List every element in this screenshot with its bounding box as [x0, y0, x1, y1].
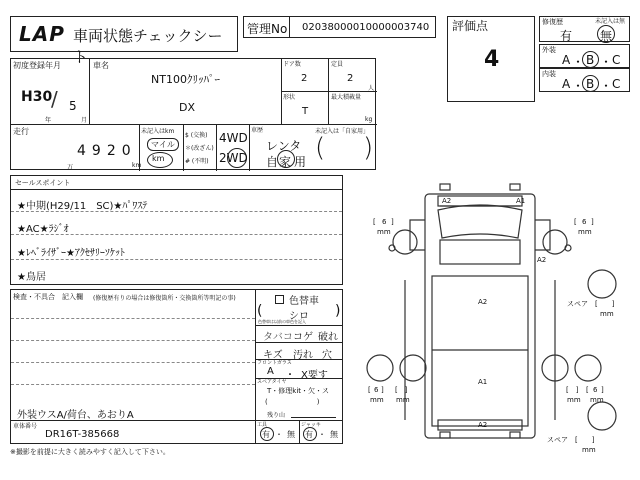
wheel-rear-right-2 [575, 355, 601, 381]
spare-mm-top: mm [600, 310, 614, 318]
capacity-label: 定員 [331, 61, 344, 68]
repair-note: 未記入は無 [595, 18, 626, 25]
cab-roof [440, 240, 520, 264]
int-sep-1: ・ [572, 79, 585, 93]
ext-grade-c: C [612, 53, 621, 67]
unit-km: km [152, 154, 165, 163]
jack-have: 有 [305, 430, 313, 439]
wheel-front-left [393, 230, 417, 254]
spare-types: T・修理kit・欠・ス [267, 387, 330, 395]
interior-label: 内装 [542, 70, 556, 78]
tire-mm-fr: mm [578, 228, 592, 236]
defect-hole: 穴 [322, 350, 332, 361]
use-paren-close: ) [363, 133, 374, 163]
tire-bracket-fr-close: ] [591, 218, 594, 226]
doors-value: 2 [301, 73, 308, 84]
tire-bracket-rl-close: ] [381, 386, 384, 394]
score-value: 4 [484, 47, 500, 72]
capacity-value: 2 [347, 73, 354, 84]
spare-tire-top [588, 270, 616, 298]
tire-mm-rr2: mm [590, 396, 604, 404]
use-label: 車歴 [251, 127, 264, 134]
spare-tire-label: スペアタイヤ [257, 379, 287, 385]
defect-smoke: タバコ [263, 332, 293, 343]
mileage-exchanged: $ (交換) [185, 132, 208, 139]
mileage-label: 走行 [13, 127, 29, 136]
ext-sep-2: ・ [600, 55, 613, 69]
jack-label: ジャッキ [301, 422, 321, 428]
sales-line-3: ★ﾚﾍﾞﾗｲｻﾞｰ★ｱｸｾｻﾘｰｿｹｯﾄ [17, 248, 125, 259]
tire-mm-rl: mm [370, 396, 384, 404]
mileage-value: 4920 [77, 143, 137, 159]
sales-line-4: ★鳥居 [17, 272, 46, 283]
mark-a2-side: A2 [537, 256, 547, 264]
max-load-label: 最大積載量 [331, 94, 362, 101]
ext-grade-b: B [586, 53, 595, 67]
mark-a2-rear: A2 [478, 421, 488, 429]
score-label: 評価点 [452, 19, 489, 33]
ext-sep-1: ・ [572, 55, 585, 69]
glass-a: A [267, 366, 274, 377]
mileage-unknown: # (不明) [185, 158, 209, 165]
repair-none: 無 [600, 29, 613, 43]
wheel-front-right [543, 230, 567, 254]
spare-bracket-bottom: [ ] [575, 436, 595, 444]
inspection-box [10, 289, 343, 444]
mileage-unit-km: km [132, 162, 142, 169]
car-diagram [350, 180, 635, 470]
exterior-label: 外装 [542, 46, 556, 54]
tire-bracket-rr: [ ] [566, 386, 579, 394]
exterior-grade-box [539, 44, 630, 68]
capacity-unit: 人 [368, 85, 375, 92]
use-paren-open: ( [315, 133, 326, 163]
chassis-label: 車体番号 [13, 423, 38, 430]
spare-label-top: スペア [567, 300, 588, 308]
drive-2wd: 2WD [219, 151, 248, 165]
unit-mile: マイル [147, 138, 179, 151]
mark-a2-front: A2 [442, 197, 452, 205]
use-private-3: 用 [294, 155, 307, 169]
remain-label: 残り山 [267, 412, 286, 419]
tire-depth-fr: 6 [582, 218, 587, 226]
tool-dot: ・ [275, 430, 283, 439]
int-sep-2: ・ [600, 79, 613, 93]
spare-mm-bottom: mm [582, 446, 596, 454]
page-title: 車両状態チェックシート [73, 27, 223, 66]
tire-depth-rr: 6 [593, 386, 598, 394]
tire-bracket-fl-close: ] [391, 218, 394, 226]
mgmt-box [243, 16, 436, 38]
inspection-bottom-line: 外装ウスA/荷台、あおりA [17, 410, 134, 421]
drive-4wd: 4WD [219, 131, 248, 145]
registration-block [10, 58, 376, 170]
cab-left [410, 220, 425, 250]
wheel-rear-left-1 [367, 355, 393, 381]
tool-label: 工具 [257, 422, 268, 428]
tool-have: 有 [262, 430, 270, 439]
defect-scratch: キズ [263, 350, 283, 361]
use-private-1: 自 [266, 155, 279, 169]
sales-points-box [10, 175, 343, 285]
glass-dot: ・ [285, 370, 295, 381]
reg-year-unit: 年 [45, 117, 52, 124]
tire-depth-fl: 6 [382, 218, 387, 226]
tire-bracket-rr2: [ [586, 386, 589, 394]
repair-value: 有 [560, 29, 573, 43]
spare-tire-bottom [588, 402, 616, 430]
tool-none: 無 [287, 430, 295, 439]
sales-line-2: ★AC★ﾗｼﾞｵ [17, 224, 69, 235]
tire-bracket-fr: [ [574, 218, 577, 226]
mark-a1-bed: A1 [478, 378, 488, 386]
use-rental: レンタ [266, 139, 302, 153]
inspection-note: (修復歴有りの場合は修復箇所・交換箇所等明記の事) [93, 295, 236, 302]
shape-value: T [302, 106, 309, 117]
use-note: 未記入は「自家用」 [315, 128, 370, 135]
logo: LAP [19, 22, 65, 46]
windshield [438, 205, 522, 238]
int-grade-c: C [612, 77, 621, 91]
mileage-tampered: ＊(改ざん) [185, 145, 214, 152]
spare-bracket-top: [ ] [595, 300, 615, 308]
first-reg-label: 初度登録年月 [13, 61, 61, 70]
ext-grade-a: A [562, 53, 571, 67]
tire-bracket-rl2: [ ] [395, 386, 408, 394]
wheel-rear-left-2 [400, 355, 426, 381]
interior-grade-box [539, 68, 630, 92]
reg-era: H30 [21, 89, 53, 105]
int-grade-b: B [586, 77, 595, 91]
mark-a1-front: A1 [516, 197, 526, 205]
front-glass-label: フロントガラス [257, 360, 292, 366]
sales-points-label: セールスポイント [15, 179, 71, 187]
repaint-label: 色替車 [289, 296, 319, 307]
shape-label: 形状 [283, 94, 296, 101]
doors-label: ドア数 [283, 61, 301, 68]
tire-bracket-fl: [ [373, 218, 376, 226]
defect-rust: コゲ [293, 332, 313, 343]
mgmt-number: 02038000010000003740 [302, 22, 430, 33]
tire-bracket-rr2-close: ] [601, 386, 604, 394]
defect-stain: 汚れ [293, 350, 313, 361]
tire-bracket-rl: [ [368, 386, 371, 394]
mileage-unit-man: 万 [67, 164, 74, 171]
body-color: シロ [289, 311, 309, 322]
mileage-unit-note: 未記入はkm [141, 128, 175, 135]
tire-mm-rr: mm [567, 396, 581, 404]
car-name: NT100ｸﾘｯﾊﾟｰ [151, 73, 220, 86]
sales-line-1: ★中期(H29/11 SC)★ﾊﾟﾜｽﾃ [17, 201, 148, 212]
use-private-2: 家 [279, 155, 292, 169]
chassis-value: DR16T-385668 [45, 429, 120, 440]
inspection-label: 検査・不具合 記入欄 [13, 293, 83, 301]
defect-tear: 破れ [318, 332, 338, 343]
spare-label-bottom: スペア [547, 436, 568, 444]
reg-month: 5 [69, 99, 77, 113]
int-grade-a: A [562, 77, 571, 91]
max-load-unit: kg [365, 116, 373, 123]
reg-month-unit: 月 [81, 117, 88, 124]
color-paren-open: ( [257, 303, 263, 319]
spare-paren: ( ) [265, 398, 320, 406]
repair-label: 修復歴 [542, 18, 563, 26]
color-paren-close: ) [335, 303, 341, 319]
repair-box [539, 16, 630, 42]
car-grade: DX [179, 101, 196, 114]
glass-x: X要す [301, 370, 328, 381]
tire-mm-fl: mm [377, 228, 391, 236]
reg-slash: / [51, 87, 58, 111]
footer-note: ※撮影を前提に大きく読みやすく記入して下さい。 [10, 448, 170, 456]
cab-right [535, 220, 550, 250]
car-name-label: 車名 [93, 61, 109, 70]
jack-none: 無 [330, 430, 338, 439]
score-box [447, 16, 535, 102]
jack-dot: ・ [318, 430, 326, 439]
color-note: 色替車は以前の車色を記入 [258, 319, 306, 324]
repaint-checkbox [275, 295, 284, 304]
mark-a2-bed: A2 [478, 298, 488, 306]
mgmt-label: 管理No [247, 22, 288, 36]
tire-mm-rl2: mm [396, 396, 410, 404]
tire-depth-rl: 6 [374, 386, 379, 394]
